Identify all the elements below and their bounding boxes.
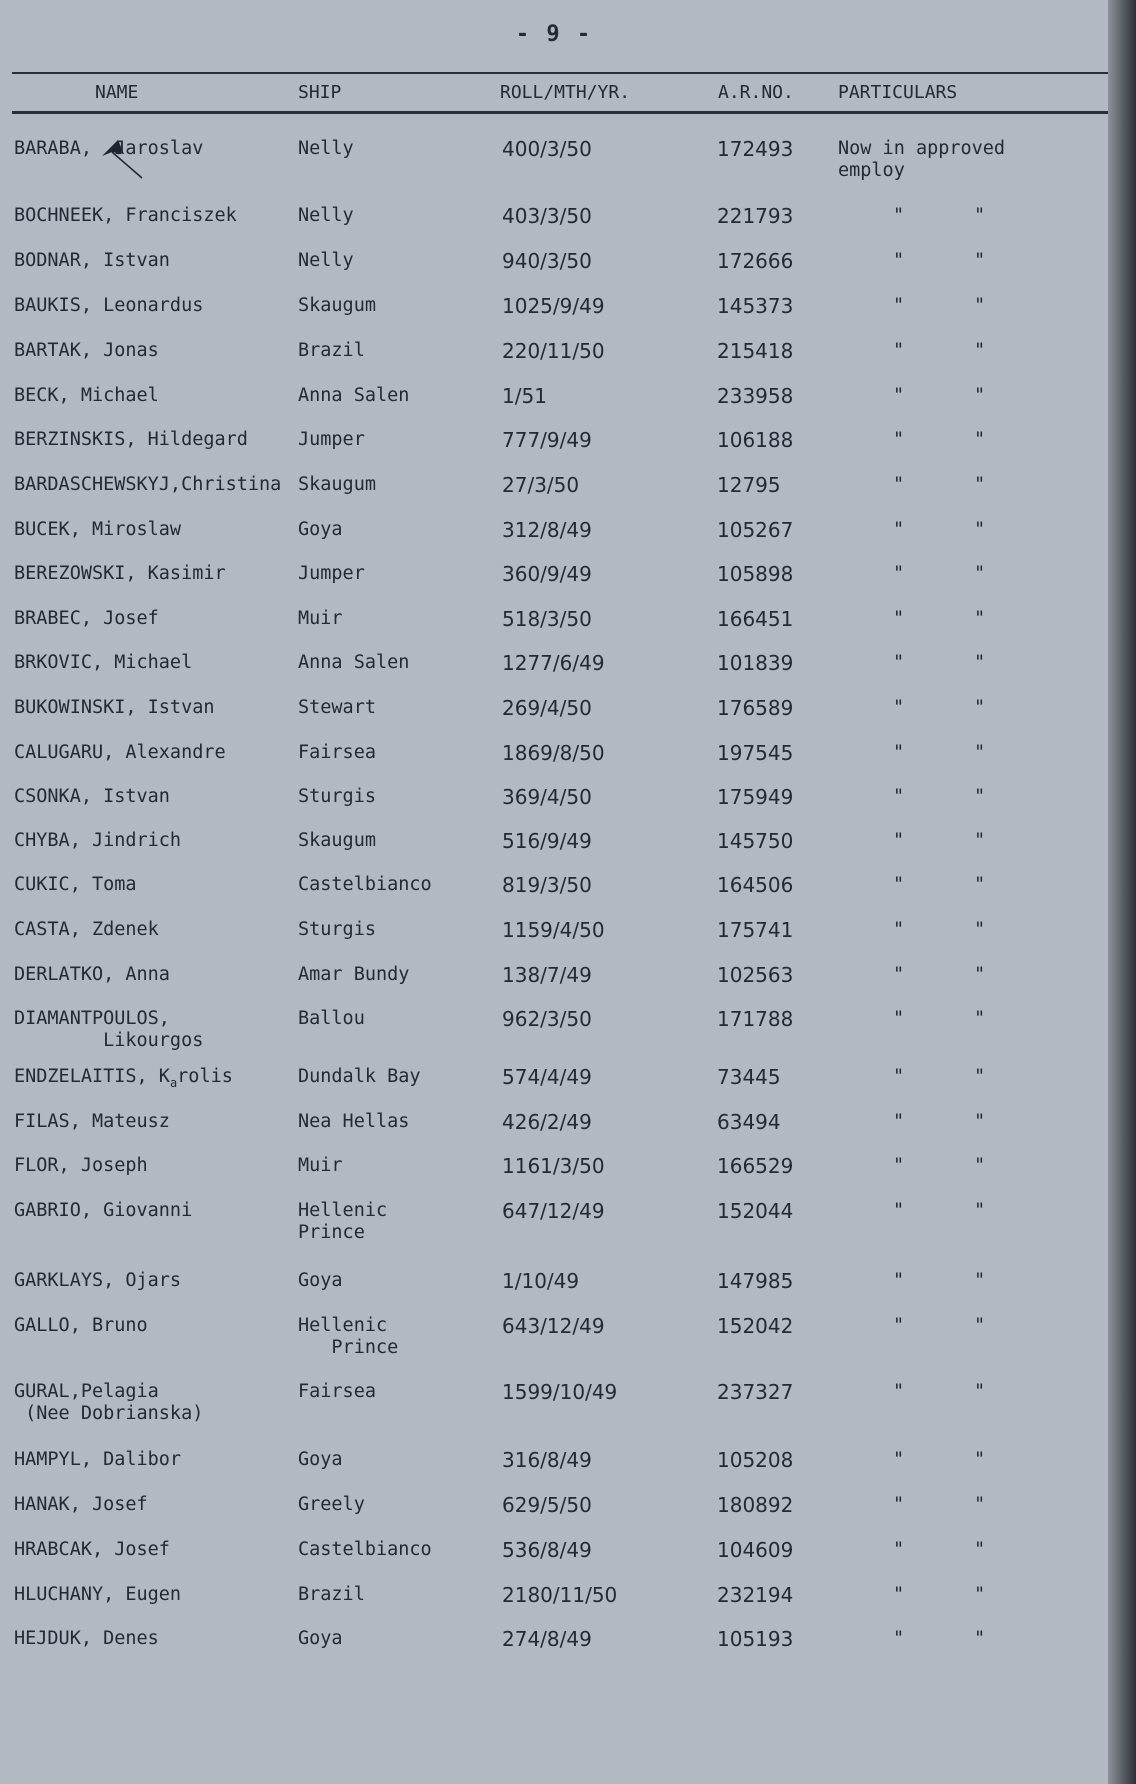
- ditto-mark: ": [974, 1270, 986, 1291]
- name-cell: BRABEC, Josef: [14, 608, 159, 629]
- name-cell: GARKLAYS, Ojars: [14, 1270, 182, 1291]
- name-cell: HANAK, Josef: [14, 1494, 148, 1515]
- ar-number-cell: 105898: [717, 562, 794, 586]
- name-cell: CALUGARU, Alexandre: [14, 742, 226, 763]
- ditto-mark: ": [974, 652, 986, 673]
- name-cell: BERZINSKIS, Hildegard: [14, 429, 248, 450]
- ship-cell: Greely: [298, 1494, 365, 1515]
- ditto-mark: ": [893, 250, 905, 271]
- name-cell: BUKOWINSKI, Istvan: [14, 697, 215, 718]
- ship-cell: Muir: [298, 1155, 343, 1176]
- ditto-mark: ": [974, 1584, 986, 1605]
- ditto-mark: ": [974, 563, 986, 584]
- name-cell: BOCHNEEK, Franciszek: [14, 205, 237, 226]
- ship-cell: Nea Hellas: [298, 1111, 410, 1132]
- ship-cell: Nelly: [298, 250, 354, 271]
- header-top-rule: [12, 72, 1108, 74]
- ditto-mark: ": [974, 1066, 986, 1087]
- roll-cell: 403/3/50: [502, 204, 592, 228]
- ar-number-cell: 105267: [717, 518, 794, 542]
- ar-number-cell: 147985: [717, 1269, 794, 1293]
- name-cell: CUKIC, Toma: [14, 874, 137, 895]
- ar-number-cell: 166529: [717, 1154, 794, 1178]
- name-cell: [14, 1066, 233, 1094]
- ditto-mark: ": [893, 563, 905, 584]
- roll-cell: 629/5/50: [502, 1493, 592, 1517]
- ditto-mark: ": [974, 474, 986, 495]
- ditto-mark: ": [893, 1381, 905, 1402]
- ar-number-cell: 106188: [717, 428, 794, 452]
- ditto-mark: ": [893, 1494, 905, 1515]
- roll-cell: 574/4/49: [502, 1065, 592, 1089]
- roll-cell: 536/8/49: [502, 1538, 592, 1562]
- ditto-mark: ": [893, 295, 905, 316]
- name-cell: FILAS, Mateusz: [14, 1111, 170, 1132]
- ar-number-cell: 166451: [717, 607, 794, 631]
- ar-number-cell: 233958: [717, 384, 794, 408]
- ditto-mark: ": [974, 295, 986, 316]
- roll-cell: 312/8/49: [502, 518, 592, 542]
- name-cell: FLOR, Joseph: [14, 1155, 148, 1176]
- name-cell: BAUKIS, Leonardus: [14, 295, 204, 316]
- ship-cell: Goya: [298, 519, 343, 540]
- page-edge-shadow: [1108, 0, 1136, 1784]
- ditto-mark: ": [893, 205, 905, 226]
- ar-number-cell: 145750: [717, 829, 794, 853]
- ditto-mark: ": [974, 1200, 986, 1221]
- ditto-mark: ": [974, 697, 986, 718]
- ditto-mark: ": [974, 519, 986, 540]
- header-bottom-rule: [12, 111, 1108, 114]
- ship-cell: Fairsea: [298, 1381, 376, 1402]
- particulars-cell: Now in approved employ: [838, 138, 1006, 181]
- roll-cell: 1161/3/50: [502, 1154, 605, 1178]
- ship-cell: Anna Salen: [298, 652, 410, 673]
- ship-cell: Dundalk Bay: [298, 1066, 421, 1087]
- ditto-mark: ": [893, 519, 905, 540]
- ship-cell: Brazil: [298, 340, 365, 361]
- ditto-mark: ": [974, 1155, 986, 1176]
- name-cell: DIAMANTPOULOS, Likourgos: [14, 1008, 204, 1051]
- ditto-mark: ": [974, 385, 986, 406]
- ditto-mark: ": [974, 1539, 986, 1560]
- roll-cell: 360/9/49: [502, 562, 592, 586]
- ar-number-cell: 175741: [717, 918, 794, 942]
- ditto-mark: ": [893, 1449, 905, 1470]
- ditto-mark: ": [974, 830, 986, 851]
- roll-cell: 138/7/49: [502, 963, 592, 987]
- ar-number-cell: 176589: [717, 696, 794, 720]
- roll-cell: 777/9/49: [502, 428, 592, 452]
- ar-number-cell: 237327: [717, 1380, 794, 1404]
- ditto-mark: ": [893, 1315, 905, 1336]
- ditto-mark: ": [893, 1584, 905, 1605]
- ditto-mark: ": [893, 385, 905, 406]
- name-subscript: a: [169, 1076, 178, 1090]
- ship-cell: Stewart: [298, 697, 376, 718]
- ditto-mark: ": [974, 1315, 986, 1336]
- ditto-mark: ": [893, 1155, 905, 1176]
- name-cell: BRKOVIC, Michael: [14, 652, 193, 673]
- roll-cell: 1159/4/50: [502, 918, 605, 942]
- ditto-mark: ": [893, 919, 905, 940]
- roll-cell: 647/12/49: [502, 1199, 605, 1223]
- ar-number-cell: 197545: [717, 741, 794, 765]
- header-ship: SHIP: [298, 82, 342, 103]
- header-ar-no: A.R.NO.: [718, 82, 794, 103]
- ship-cell: Goya: [298, 1270, 343, 1291]
- ditto-mark: ": [974, 1449, 986, 1470]
- name-cell: GABRIO, Giovanni: [14, 1200, 193, 1221]
- ar-number-cell: 172666: [717, 249, 794, 273]
- name-cell: BUCEK, Miroslaw: [14, 519, 182, 540]
- ditto-mark: ": [974, 874, 986, 895]
- name-cell: HAMPYL, Dalibor: [14, 1449, 182, 1470]
- ditto-mark: ": [893, 1628, 905, 1649]
- ditto-mark: ": [974, 608, 986, 629]
- ship-cell: Anna Salen: [298, 385, 410, 406]
- ship-cell: Castelbianco: [298, 1539, 432, 1560]
- ditto-mark: ": [893, 652, 905, 673]
- ditto-mark: ": [893, 964, 905, 985]
- ar-number-cell: 102563: [717, 963, 794, 987]
- ditto-mark: ": [893, 1008, 905, 1029]
- roll-cell: 400/3/50: [502, 137, 592, 161]
- ar-number-cell: 152042: [717, 1314, 794, 1338]
- ship-cell: Sturgis: [298, 786, 376, 807]
- ar-number-cell: 73445: [717, 1065, 781, 1089]
- name-cell: BEREZOWSKI, Kasimir: [14, 563, 226, 584]
- ditto-mark: ": [974, 250, 986, 271]
- ship-cell: Nelly: [298, 138, 354, 159]
- roll-cell: 962/3/50: [502, 1007, 592, 1031]
- roll-cell: 1/51: [502, 384, 547, 408]
- name-cell: HRABCAK, Josef: [14, 1539, 170, 1560]
- ar-number-cell: 175949: [717, 785, 794, 809]
- roll-cell: 516/9/49: [502, 829, 592, 853]
- ship-cell: Goya: [298, 1628, 343, 1649]
- page-number: - 9 -: [515, 22, 593, 47]
- ditto-mark: ": [974, 742, 986, 763]
- name-cell: BARTAK, Jonas: [14, 340, 159, 361]
- ship-cell: Amar Bundy: [298, 964, 410, 985]
- ditto-mark: ": [974, 1494, 986, 1515]
- ditto-mark: ": [893, 429, 905, 450]
- roll-cell: 426/2/49: [502, 1110, 592, 1134]
- header-roll: ROLL/MTH/YR.: [500, 82, 631, 103]
- ship-cell: Hellenic Prince: [298, 1315, 399, 1358]
- name-text: ENDZELAITIS, K: [14, 1066, 170, 1087]
- name-cell: GALLO, Bruno: [14, 1315, 148, 1336]
- ar-number-cell: 63494: [717, 1110, 781, 1134]
- name-cell: CASTA, Zdenek: [14, 919, 159, 940]
- ship-cell: Skaugum: [298, 474, 376, 495]
- ar-number-cell: 105193: [717, 1627, 794, 1651]
- ship-cell: Hellenic Prince: [298, 1200, 388, 1243]
- ditto-mark: ": [893, 1066, 905, 1087]
- name-cell: CHYBA, Jindrich: [14, 830, 182, 851]
- ar-number-cell: 215418: [717, 339, 794, 363]
- name-cell: CSONKA, Istvan: [14, 786, 170, 807]
- header-particulars: PARTICULARS: [838, 82, 958, 103]
- roll-cell: 274/8/49: [502, 1627, 592, 1651]
- roll-cell: 316/8/49: [502, 1448, 592, 1472]
- ditto-mark: ": [893, 340, 905, 361]
- roll-cell: 819/3/50: [502, 873, 592, 897]
- ar-number-cell: 145373: [717, 294, 794, 318]
- ar-number-cell: 171788: [717, 1007, 794, 1031]
- ship-cell: Goya: [298, 1449, 343, 1470]
- roll-cell: 2180/11/50: [502, 1583, 618, 1607]
- name-cell: GURAL,Pelagia (Nee Dobrianska): [14, 1381, 204, 1424]
- header-name: NAME: [95, 82, 139, 103]
- ditto-mark: ": [974, 340, 986, 361]
- roll-cell: 1869/8/50: [502, 741, 605, 765]
- ditto-mark: ": [893, 786, 905, 807]
- ditto-mark: ": [893, 1111, 905, 1132]
- ship-cell: Nelly: [298, 205, 354, 226]
- ship-cell: Muir: [298, 608, 343, 629]
- ship-cell: Brazil: [298, 1584, 365, 1605]
- ship-cell: Castelbianco: [298, 874, 432, 895]
- name-cell: HLUCHANY, Eugen: [14, 1584, 182, 1605]
- ditto-mark: ": [974, 786, 986, 807]
- ditto-mark: ": [893, 1539, 905, 1560]
- name-tail: rolis: [177, 1066, 233, 1087]
- name-cell: DERLATKO, Anna: [14, 964, 170, 985]
- ditto-mark: ": [893, 697, 905, 718]
- ditto-mark: ": [974, 429, 986, 450]
- roll-cell: 1599/10/49: [502, 1380, 618, 1404]
- ship-cell: Jumper: [298, 429, 365, 450]
- ship-cell: Skaugum: [298, 830, 376, 851]
- ditto-mark: ": [974, 1381, 986, 1402]
- roll-cell: 1277/6/49: [502, 651, 605, 675]
- ship-cell: Ballou: [298, 1008, 365, 1029]
- ditto-mark: ": [893, 830, 905, 851]
- ditto-mark: ": [893, 874, 905, 895]
- ditto-mark: ": [974, 1008, 986, 1029]
- ar-number-cell: 172493: [717, 137, 794, 161]
- ditto-mark: ": [893, 1200, 905, 1221]
- roll-cell: 369/4/50: [502, 785, 592, 809]
- roll-cell: 1/10/49: [502, 1269, 580, 1293]
- name-cell: BODNAR, Istvan: [14, 250, 170, 271]
- name-cell: BARABA, Jaroslav: [14, 138, 204, 159]
- ditto-mark: ": [893, 1270, 905, 1291]
- roll-cell: 643/12/49: [502, 1314, 605, 1338]
- roll-cell: 220/11/50: [502, 339, 605, 363]
- ditto-mark: ": [893, 742, 905, 763]
- ditto-mark: ": [974, 964, 986, 985]
- ar-number-cell: 232194: [717, 1583, 794, 1607]
- ar-number-cell: 164506: [717, 873, 794, 897]
- roll-cell: 940/3/50: [502, 249, 592, 273]
- ditto-mark: ": [974, 1111, 986, 1132]
- ditto-mark: ": [974, 205, 986, 226]
- ar-number-cell: 12795: [717, 473, 781, 497]
- ship-cell: Jumper: [298, 563, 365, 584]
- name-cell: BARDASCHEWSKYJ,Christina: [14, 474, 282, 495]
- name-cell: HEJDUK, Denes: [14, 1628, 159, 1649]
- ditto-mark: ": [893, 474, 905, 495]
- ar-number-cell: 101839: [717, 651, 794, 675]
- roll-cell: 269/4/50: [502, 696, 592, 720]
- ship-cell: Fairsea: [298, 742, 376, 763]
- ship-cell: Skaugum: [298, 295, 376, 316]
- ar-number-cell: 180892: [717, 1493, 794, 1517]
- name-cell: BECK, Michael: [14, 385, 159, 406]
- ditto-mark: ": [974, 1628, 986, 1649]
- ar-number-cell: 221793: [717, 204, 794, 228]
- ship-cell: Sturgis: [298, 919, 376, 940]
- roll-cell: 27/3/50: [502, 473, 580, 497]
- roll-cell: 518/3/50: [502, 607, 592, 631]
- roll-cell: 1025/9/49: [502, 294, 605, 318]
- ar-number-cell: 105208: [717, 1448, 794, 1472]
- ditto-mark: ": [893, 608, 905, 629]
- ar-number-cell: 152044: [717, 1199, 794, 1223]
- ditto-mark: ": [974, 919, 986, 940]
- ar-number-cell: 104609: [717, 1538, 794, 1562]
